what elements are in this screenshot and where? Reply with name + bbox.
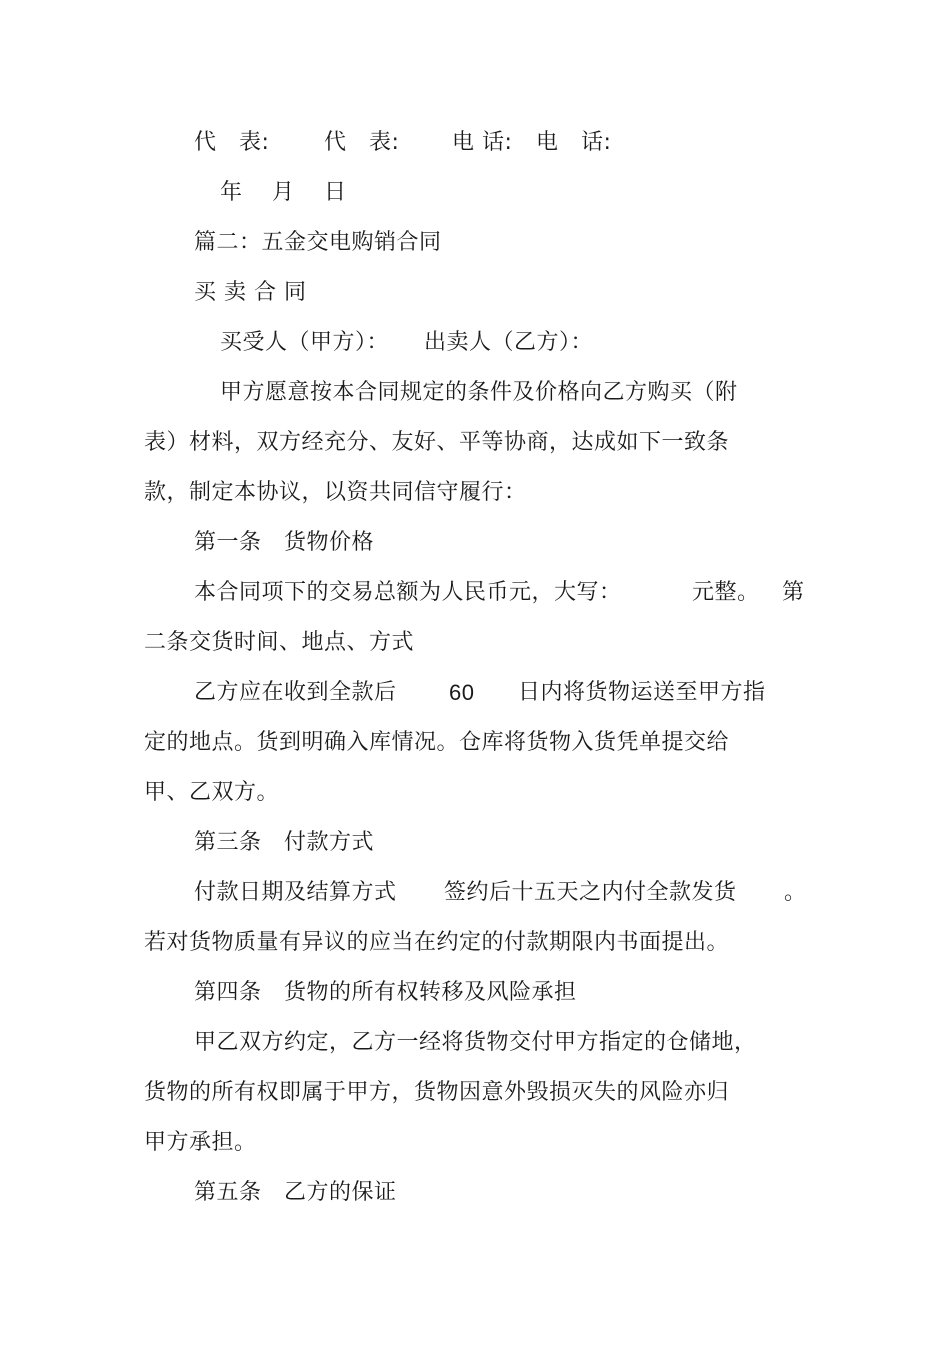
article-heading: 二条交货时间、地点、方式 bbox=[144, 630, 415, 655]
paragraph-line: 甲、乙双方。 bbox=[144, 780, 280, 805]
article-heading: 第三条 付款方式 bbox=[194, 830, 375, 855]
date-day: 日 bbox=[324, 180, 347, 205]
buyer-label: 买受人（甲方）： bbox=[220, 330, 390, 355]
seller-label: 出卖人（乙方）： bbox=[424, 330, 594, 355]
paragraph-line: 日内将货物运送至甲方指 bbox=[518, 680, 766, 705]
paragraph-line: 本合同项下的交易总额为人民币元，大写： bbox=[194, 580, 622, 605]
rep-label-b: 代 表: bbox=[324, 130, 400, 155]
paragraph-line: 付款日期及结算方式 bbox=[194, 880, 397, 905]
section-heading: 篇二：五金交电购销合同 bbox=[194, 230, 442, 255]
paragraph-line: 甲乙双方约定，乙方一经将货物交付甲方指定的仓储地， bbox=[194, 1030, 757, 1055]
date-year: 年 bbox=[220, 180, 243, 205]
paragraph-line: 元整。 bbox=[692, 580, 760, 605]
paragraph-line: 定的地点。货到明确入库情况。仓库将货物入货凭单提交给 bbox=[144, 730, 730, 755]
paragraph-line: 。 bbox=[784, 880, 807, 905]
paragraph-line: 签约后十五天之内付全款发货 bbox=[444, 880, 737, 905]
paragraph-line: 乙方应在收到全款后 bbox=[194, 680, 397, 705]
paragraph-line: 款，制定本协议，以资共同信守履行： bbox=[144, 480, 527, 505]
date-month: 月 bbox=[272, 180, 295, 205]
contract-title: 买 卖 合 同 bbox=[194, 280, 307, 305]
phone-label-b: 电 话: bbox=[536, 130, 612, 155]
paragraph-line: 甲方愿意按本合同规定的条件及价格向乙方购买（附 bbox=[220, 380, 738, 405]
paragraph-line: 第 bbox=[782, 580, 805, 605]
paragraph-line: 货物的所有权即属于甲方，货物因意外毁损灭失的风险亦归 bbox=[144, 1080, 730, 1105]
paragraph-line: 甲方承担。 bbox=[144, 1130, 257, 1155]
article-heading: 第一条 货物价格 bbox=[194, 530, 375, 555]
rep-label-a: 代 表: bbox=[194, 130, 270, 155]
article-heading: 第四条 货物的所有权转移及风险承担 bbox=[194, 980, 577, 1005]
article-heading: 第五条 乙方的保证 bbox=[194, 1180, 397, 1205]
paragraph-line: 表）材料，双方经充分、友好、平等协商，达成如下一致条 bbox=[144, 430, 730, 455]
paragraph-line: 若对货物质量有异议的应当在约定的付款期限内书面提出。 bbox=[144, 930, 730, 955]
phone-label-a: 电 话: bbox=[452, 130, 513, 155]
delivery-days-value: 60 bbox=[449, 680, 475, 705]
